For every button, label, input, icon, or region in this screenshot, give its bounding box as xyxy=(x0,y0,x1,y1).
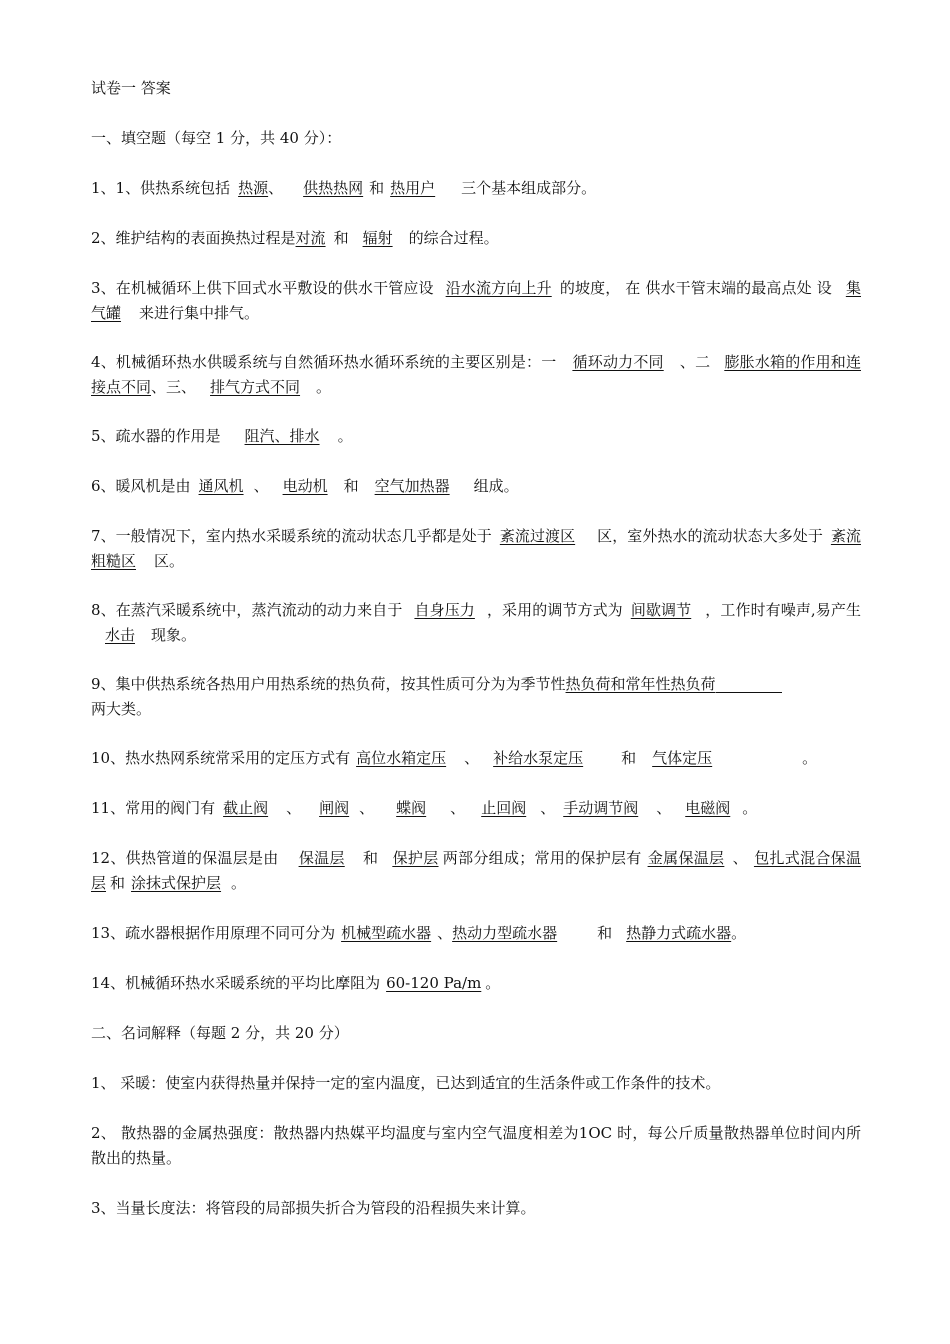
answer-blank: 闸阀 xyxy=(319,799,350,817)
answer-blank: 阻汽、排水 xyxy=(244,427,320,445)
question-3: 3、在机械循环上供下回式水平敷设的供水干管应设 沿水流方向上升 的坡度， 在 供水干管末端的最高点处 设 集气罐 来进行集中排气。 xyxy=(91,279,861,322)
answer-blank: 止回阀 xyxy=(481,799,527,817)
answer-blank: 涂抹式保护层 xyxy=(131,873,222,892)
definition-2: 2、 散热器的金属热强度：散热器内热媒平均温度与室内空气温度相差为1OC 时，每公斤质量散热器单位时间内所散出的热量。 xyxy=(91,1124,861,1167)
answer-blank: 保护层 xyxy=(392,849,439,867)
exam-title: 试卷一 答案 xyxy=(91,79,171,97)
question-9-line2: 两大类。 xyxy=(91,700,152,718)
question-1: 1、1、供热系统包括 热源、 供热热网 和 热用户 三个基本组成部分。 xyxy=(91,179,597,197)
question-13: 13、疏水器根据作用原理不同可分为 机械型疏水器 、热动力型疏水器 和 热静力式疏水器。 xyxy=(91,924,747,942)
answer-blank: 60-120 Pa/m xyxy=(386,974,482,992)
answer-blank: 对流 xyxy=(295,229,326,247)
answer-blank: 截止阀 xyxy=(223,799,269,817)
section1-heading: 一、填空题（每空 1 分，共 40 分）： xyxy=(91,129,342,147)
answer-blank: 集气罐 xyxy=(91,279,861,322)
question-10: 10、热水热网系统常采用的定压方式有 高位水箱定压 、 补给水泵定压 和 气体定压 。 xyxy=(91,749,818,767)
question-5: 5、疏水器的作用是 阻汽、排水 。 xyxy=(91,427,353,445)
question-9: 9、集中供热系统各热用户用热系统的热负荷，按其性质可分为为季节性热负荷和常年性热负荷 xyxy=(91,672,861,697)
answer-blank: 电磁阀 xyxy=(685,799,731,817)
answer-blank: 紊流粗糙区 xyxy=(91,527,861,570)
answer-blank: 热动力型疏水器 xyxy=(452,924,558,942)
answer-blank: 气体定压 xyxy=(652,749,713,767)
definition-1: 1、 采暖：使室内获得热量并保持一定的室内温度，已达到适宜的生活条件或工作条件的技术。 xyxy=(91,1074,721,1092)
answer-blank: 膨胀水箱的作用和连接点不同 xyxy=(91,353,861,396)
question-8: 8、在蒸汽采暖系统中，蒸汽流动的动力来自于 自身压力 ，采用的调节方式为 间歇调节 ，工作时有噪声,易产生水击 现象。 xyxy=(91,601,861,644)
answer-blank: 供热热网 xyxy=(303,179,364,197)
answer-blank: 空气加热器 xyxy=(374,477,450,495)
answer-blank: 热静力式疏水器 xyxy=(626,924,732,942)
answer-blank: 循环动力不同 xyxy=(572,353,664,371)
answer-blank: 蝶阀 xyxy=(396,799,427,817)
answer-blank: 排气方式不同 xyxy=(210,377,301,396)
definition-3: 3、当量长度法：将管段的局部损失折合为管段的沿程损失来计算。 xyxy=(91,1199,536,1217)
answer-blank: 沿水流方向上升 xyxy=(445,279,552,297)
question-7: 7、一般情况下，室内热水采暖系统的流动状态几乎都是处于 紊流过渡区 区，室外热水的流动状态大多处于 紊流粗糙区 区。 xyxy=(91,527,861,570)
question-12: 12、供热管道的保温层是由 保温层 和 保护层 两部分组成；常用的保护层有 金属保温层 、 包扎式混合保温层 和 涂抹式保护层 。 xyxy=(91,849,861,892)
answer-blank: 热负荷和常年性热负荷 xyxy=(565,675,716,693)
question-6: 6、暖风机是由 通风机 、 电动机 和 空气加热器 组成。 xyxy=(91,477,519,495)
answer-blank: 补给水泵定压 xyxy=(493,749,584,767)
answer-blank: 紊流过渡区 xyxy=(499,527,576,545)
answer-blank: 保温层 xyxy=(298,849,345,867)
question-14: 14、机械循环热水采暖系统的平均比摩阻为 60-120 Pa/m 。 xyxy=(91,974,501,992)
question-11: 11、常用的阀门有 截止阀 、 闸阀 、 蝶阀 、 止回阀 、 手动调节阀 、 电磁阀 。 xyxy=(91,799,758,817)
answer-blank: 机械型疏水器 xyxy=(341,924,432,942)
answer-blank: 辐射 xyxy=(362,229,393,247)
answer-blank: 电动机 xyxy=(282,477,328,495)
answer-blank: 热源 xyxy=(238,179,269,197)
answer-blank: 水击 xyxy=(105,625,136,644)
answer-blank: 手动调节阀 xyxy=(563,799,639,817)
answer-blank: 自身压力 xyxy=(414,601,475,619)
answer-blank: 包扎式混合保温层 xyxy=(91,849,861,892)
answer-blank: 通风机 xyxy=(198,477,244,495)
answer-blank: 高位水箱定压 xyxy=(356,749,447,767)
answer-blank: 间歇调节 xyxy=(630,601,692,619)
question-4: 4、机械循环热水供暖系统与自然循环热水循环系统的主要区别是：一 循环动力不同 、二 膨胀水箱的作用和连接点不同、三、 排气方式不同 。 xyxy=(91,353,861,396)
section2-heading: 二、名词解释（每题 2 分，共 20 分） xyxy=(91,1024,349,1042)
answer-blank: 热用户 xyxy=(390,179,436,197)
question-2: 2、维护结构的表面换热过程是对流 和 辐射 的综合过程。 xyxy=(91,229,499,247)
answer-blank: 金属保温层 xyxy=(647,849,725,867)
